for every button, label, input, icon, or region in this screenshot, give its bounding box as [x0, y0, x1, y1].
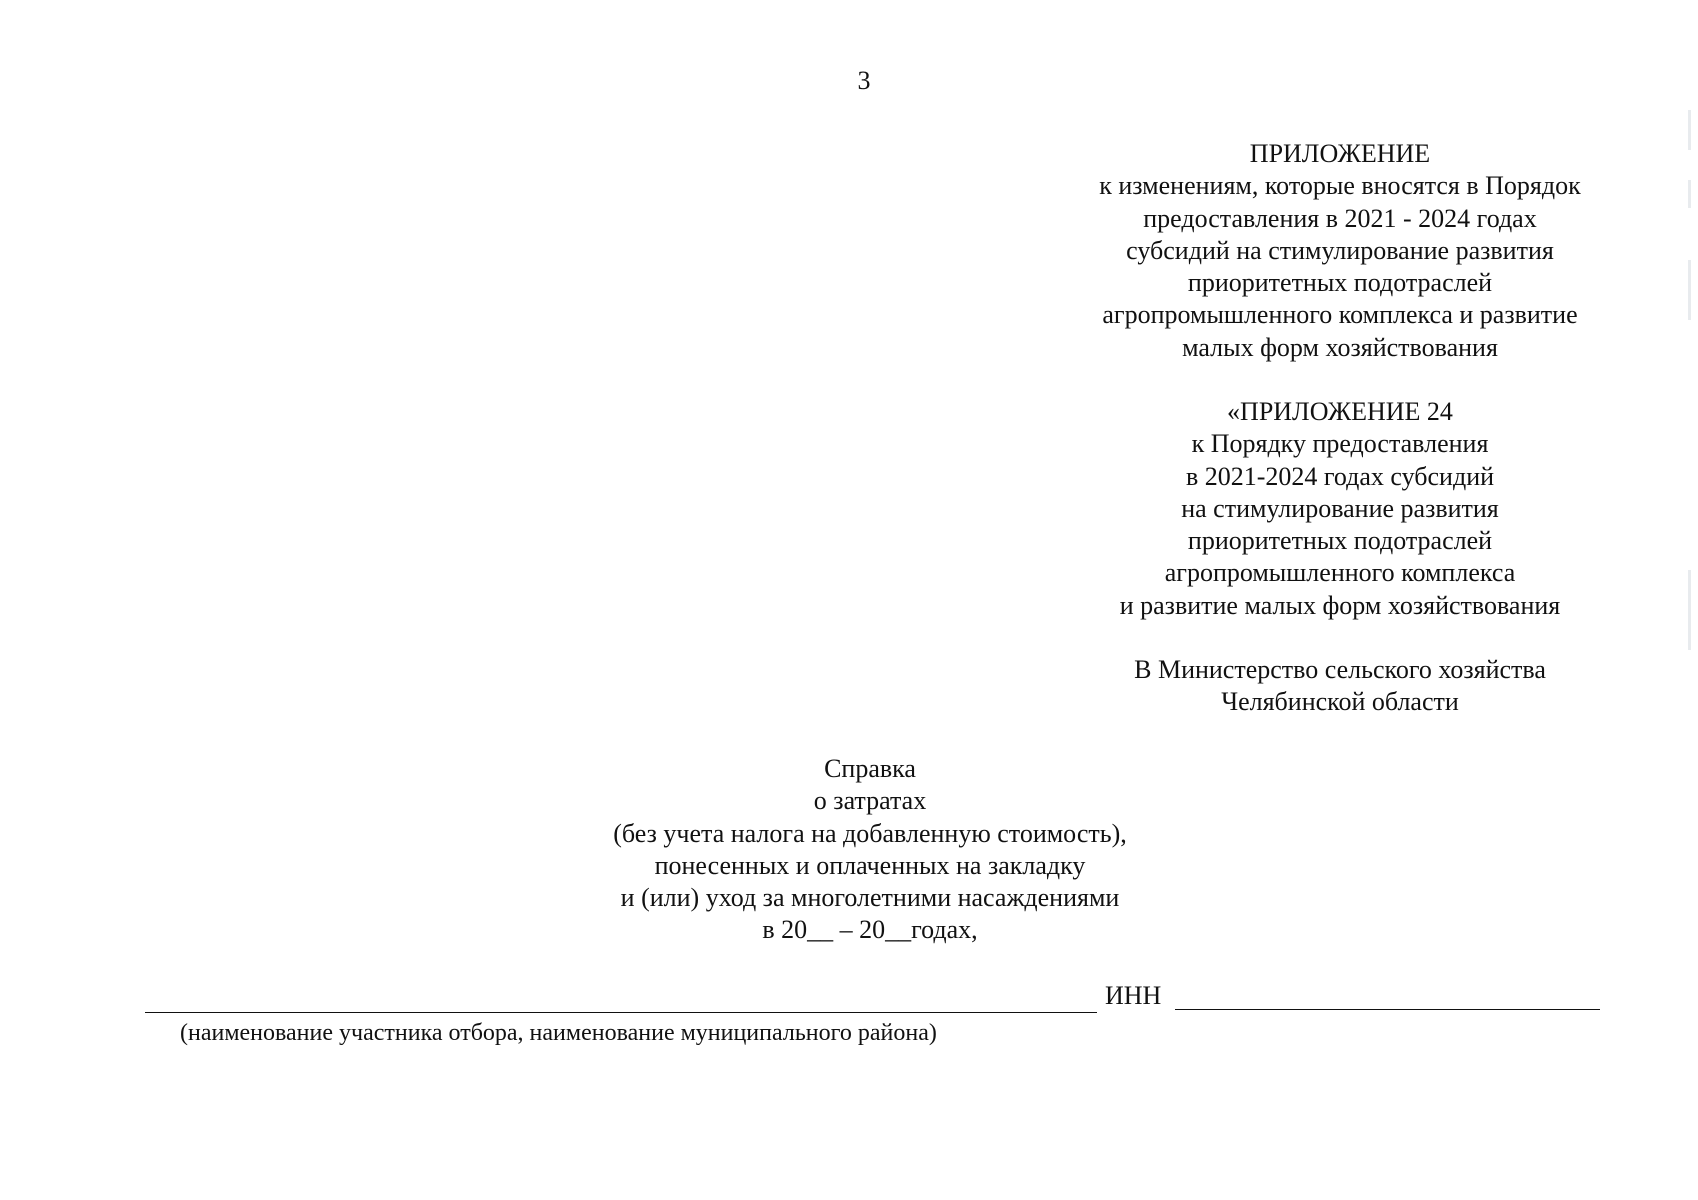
appendix-line: приоритетных подотраслей [1187, 268, 1493, 298]
appendix-24-line: агропромышленного комплекса [1164, 558, 1516, 588]
appendix-line: ПРИЛОЖЕНИЕ [1249, 139, 1431, 168]
appendix-line: предоставления в 2021 - 2024 годах [1143, 203, 1537, 233]
appendix-line: малых форм хозяйствования [1182, 332, 1498, 362]
appendix-24-line: приоритетных подотраслей [1187, 526, 1493, 556]
appendix-24-line: на стимулирование развития [1181, 493, 1499, 523]
appendix-line: субсидий на стимулирование развития [1126, 235, 1554, 265]
participant-fill-row [145, 979, 1600, 1015]
addressee-line: В Министерство сельского хозяйства [1134, 655, 1546, 684]
appendix-line: агропромышленного комплекса и развитие [1102, 300, 1578, 330]
inn-label: ИНН [1105, 981, 1162, 1010]
appendix-header [1040, 138, 1640, 364]
title-line: и (или) уход за многолетними насаждениями [620, 883, 1120, 913]
appendix-24-line: к Порядку предоставления [1191, 429, 1489, 459]
title-line: о затратах [813, 786, 927, 816]
appendix-24-line: и развитие малых форм хозяйствования [1119, 590, 1561, 620]
document-title [530, 753, 1210, 947]
appendix-24-line: в 2021-2024 годах субсидий [1185, 461, 1495, 491]
scan-edge-artifact [1686, 110, 1692, 670]
title-line: (без учета налога на добавленную стоимость), [613, 818, 1127, 848]
inn-blank [1175, 1009, 1600, 1010]
participant-caption: (наименование участника отбора, наименование муниципального района) [180, 1020, 937, 1046]
appendix-24-line: «ПРИЛОЖЕНИЕ 24 [1227, 397, 1453, 426]
participant-name-blank [145, 1012, 1097, 1013]
title-line: понесенных и оплаченных на закладку [654, 850, 1086, 880]
title-line: Справка [824, 754, 916, 783]
addressee-line: Челябинской области [1221, 687, 1459, 717]
appendix-24-header [1040, 396, 1640, 622]
title-line: в 20__ – 20__годах, [762, 915, 978, 945]
page-number: 3 [857, 66, 871, 95]
appendix-line: к изменениям, которые вносятся в Порядок [1099, 171, 1581, 201]
addressee [1040, 654, 1640, 719]
